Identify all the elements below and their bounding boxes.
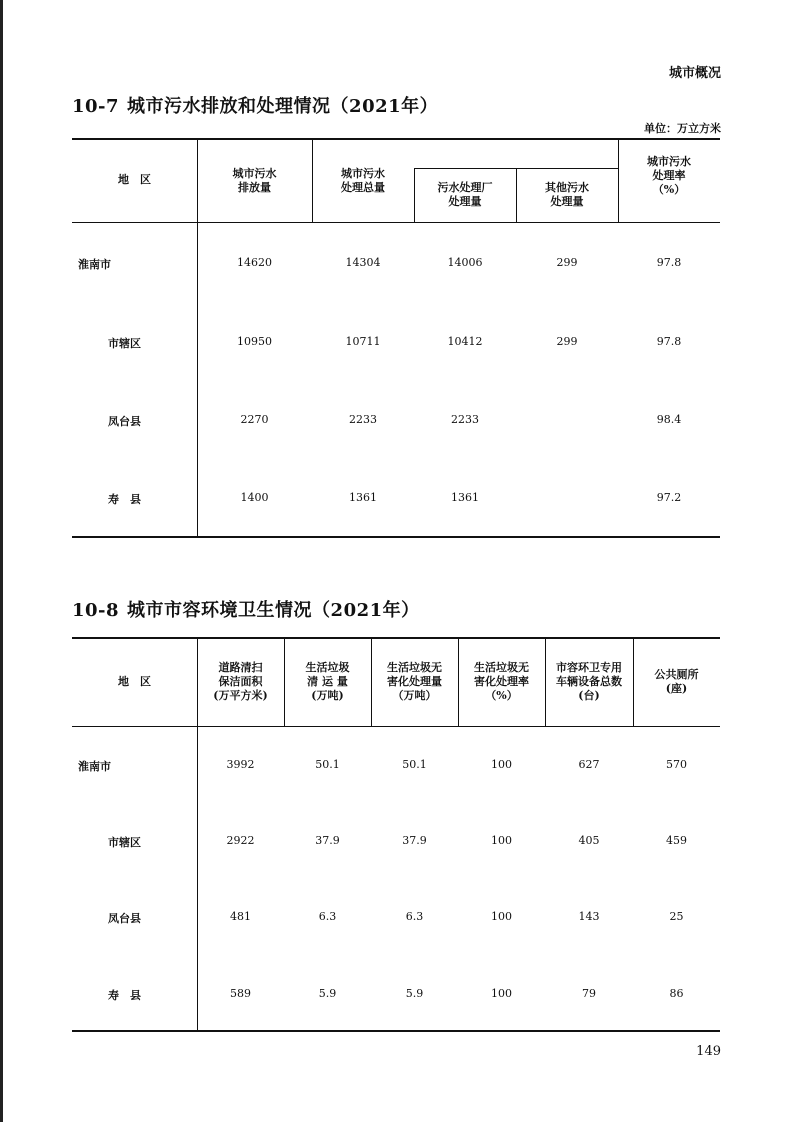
table2-cell: 143 — [578, 910, 600, 923]
table1-cell: 10950 — [237, 335, 272, 348]
table2-header-region: 地 区 — [118, 674, 151, 688]
table1-cell: 1361 — [451, 491, 479, 504]
table2-row-label: 市辖区 — [108, 836, 141, 849]
table2-header-vehicles: 市容环卫专用 车辆设备总数 (台) — [556, 660, 622, 702]
table2-cell: 3992 — [226, 758, 255, 771]
table1-cell: 14006 — [447, 256, 483, 269]
table2-cell: 627 — [578, 758, 600, 771]
table2-cell: 570 — [666, 758, 687, 771]
table2-row-label: 凤台县 — [108, 912, 141, 925]
table2-cell: 589 — [230, 987, 251, 1000]
table1-cell: 97.8 — [656, 335, 682, 348]
table1-row-label: 寿 县 — [108, 493, 141, 506]
table2-cell: 50.1 — [315, 758, 340, 771]
table2-cell: 86 — [669, 987, 684, 1000]
table2-row-label: 淮南市 — [78, 760, 111, 773]
table1-cell: 299 — [556, 256, 578, 269]
table1-cell: 10711 — [345, 335, 381, 348]
table2-cell: 25 — [669, 910, 684, 923]
table1-cell: 10412 — [447, 335, 483, 348]
table2-cell: 2922 — [226, 834, 255, 847]
table1-cell: 14304 — [345, 256, 381, 269]
table1-header-region: 地 区 — [118, 173, 151, 186]
table2-row-label: 寿 县 — [108, 989, 141, 1002]
page-number: 149 — [696, 1044, 721, 1059]
table2-cell: 79 — [582, 987, 596, 1000]
table1-cell: 97.2 — [656, 491, 682, 504]
table2-cell: 6.3 — [405, 910, 424, 923]
table2-cell: 100 — [491, 834, 512, 847]
table1-bottom-rule — [72, 536, 720, 538]
table1-cell: 2270 — [240, 413, 269, 426]
table1-cell: 299 — [556, 335, 578, 348]
table2-cell: 100 — [491, 758, 512, 771]
table2-header-garbage: 生活垃圾 清 运 量 (万吨) — [305, 660, 350, 702]
table2-cell: 459 — [666, 834, 687, 847]
table2-header-rule — [72, 726, 720, 727]
table2-title — [72, 596, 420, 622]
table2-cell: 100 — [491, 987, 512, 1000]
table1-cell: 1400 — [240, 491, 269, 504]
table2-cell: 37.9 — [315, 834, 340, 847]
table1-subheader-rule — [414, 168, 618, 169]
table1-header-plant: 污水处理厂 处理量 — [437, 181, 493, 208]
table1-header-rule — [72, 222, 720, 223]
table2-cell: 5.9 — [318, 987, 337, 1000]
table2-cell: 405 — [578, 834, 600, 847]
table1-cell: 98.4 — [656, 413, 682, 426]
table2-cell: 37.9 — [402, 834, 427, 847]
table1-row-label: 淮南市 — [78, 258, 111, 271]
table2-cell: 50.1 — [402, 758, 427, 771]
table2-header-toilets: 公共厕所 (座) — [654, 667, 699, 695]
table1-cell: 1361 — [349, 491, 377, 504]
table1-number: 10-7 — [72, 96, 120, 117]
table2-header-harmless-rate: 生活垃圾无 害化处理率 （%） — [474, 660, 529, 702]
table1-cell: 14620 — [237, 256, 272, 269]
table1-header-discharge: 城市污水 排放量 — [232, 167, 277, 194]
table1-unit: 单位：万立方米 — [644, 122, 721, 135]
section-label: 城市概况 — [668, 66, 721, 81]
table2-bottom-rule — [72, 1030, 720, 1032]
table2-cell: 100 — [491, 910, 512, 923]
table2-cell: 481 — [230, 910, 251, 923]
table2-header-road: 道路清扫 保洁面积 (万平方米) — [213, 660, 268, 702]
table1-header-total: 城市污水 处理总量 — [341, 167, 385, 194]
page-edge-bar — [0, 0, 3, 1122]
table1-title — [72, 92, 438, 118]
table1-header-rate: 城市污水 处理率 （%） — [647, 155, 691, 196]
table2-number: 10-8 — [72, 600, 120, 621]
table1-row-label: 市辖区 — [108, 337, 141, 350]
table2-title-text: 城市市容环境卫生情况（2021年） — [127, 600, 420, 621]
table1 — [72, 138, 720, 540]
table2-cell: 6.3 — [318, 910, 337, 923]
table2 — [72, 637, 720, 1035]
table1-cell: 2233 — [451, 413, 479, 426]
table1-cell: 97.8 — [656, 256, 682, 269]
table2-header-harmless: 生活垃圾无 害化处理量 （万吨） — [387, 660, 442, 702]
table2-cell: 5.9 — [405, 987, 424, 1000]
table1-header-other: 其他污水 处理量 — [545, 181, 589, 208]
table1-title-text: 城市污水排放和处理情况（2021年） — [127, 96, 439, 117]
table1-row-label: 凤台县 — [108, 415, 141, 428]
table1-cell: 2233 — [349, 413, 377, 426]
